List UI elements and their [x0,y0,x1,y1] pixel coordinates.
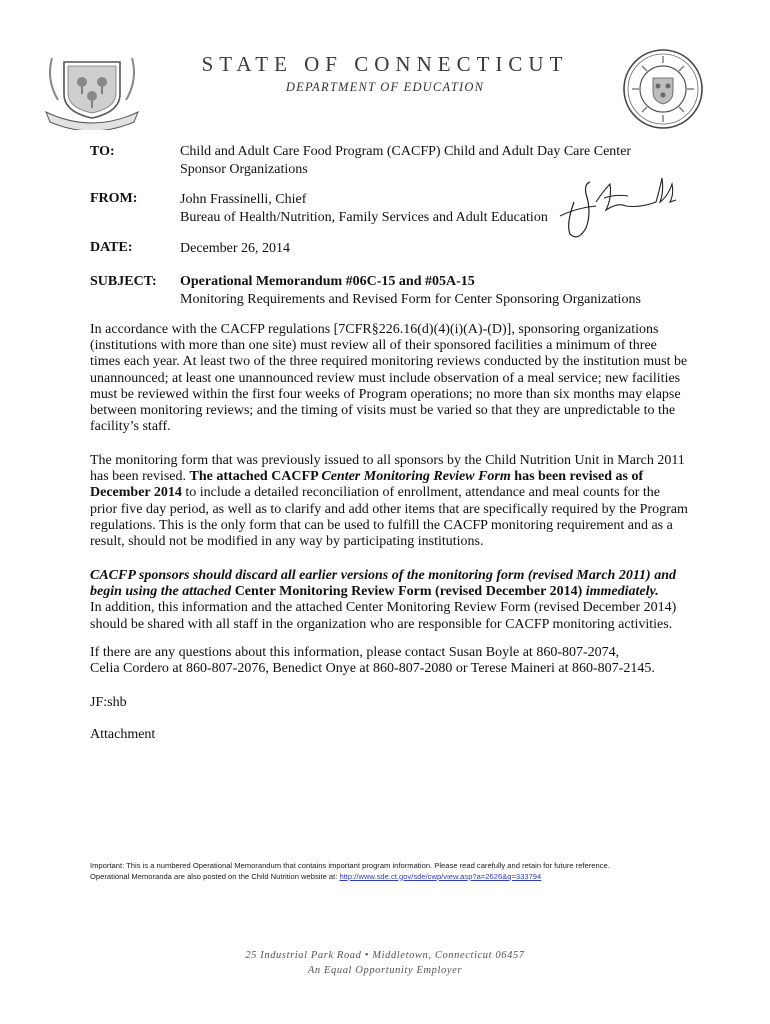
p2-text-d: has been revised as of December 2014 [90,469,644,501]
to-label: TO: [90,144,115,159]
to-line-2: Sponsor Organizations [180,161,308,177]
p2-text-e: to include a detailed reconciliation of enrollment, attendance and meal counts for the prior five day period, as well as to clarify and add other items that are specifically required by the Program regulations. This is the only form that can be used to fulfill the CACFP monitoring requirement and as a result, should not be modified in any way by participating institutions. [90,485,688,550]
subject-line-2: Monitoring Requirements and Revised Form for Center Sponsoring Organizations [180,291,641,307]
p2-text-b: The attached CACFP [189,469,322,485]
footer-address: 25 Industrial Park Road • Middletown, Connecticut 06457 [245,950,525,961]
footer-note-line-2 [90,872,710,883]
child-nutrition-website-link[interactable]: http://www.sde.ct.gov/sde/cwp/view.asp?a=2626&q=333794 [339,871,542,881]
from-label: FROM: [90,191,138,206]
footer-note-line-1: Important: This is a numbered Operational Memorandum that contains important program information. Please read carefully and retain for future reference. [90,861,610,870]
p3-text-a: CACFP sponsors should discard all earlier versions of the monitoring form (revised March 2011) and begin using the attached [90,568,676,600]
from-value [180,191,548,226]
p2-text-a: The monitoring form that was previously issued to all sponsors by the Child Nutrition Unit in March 2011 has been revised. [90,453,685,485]
from-line-2: Bureau of Health/Nutrition, Family Services and Adult Education [180,209,548,225]
paragraph-form-revised [90,453,690,550]
paragraph-discard-earlier [90,568,690,633]
contacts-line-1: If there are any questions about this information, please contact Susan Boyle at 860-807-2074, [90,645,620,660]
footer-employer: An Equal Opportunity Employer [307,965,463,976]
footer-note [90,861,710,882]
paragraph-regulations: In accordance with the CACFP regulations [7CFR§226.16(d)(4)(i)(A)-(D)], sponsoring organizations (institutions with more than one site) must review all of their sponsored facilities a minimum of three times each year. At least two of the three required monitoring reviews conducted by the institution must be unannounced; at least one unannounced review must include observation of a meal service; new facilities must be reviewed within the first four weeks of Program operations; no more than six months may elapse between monitoring reviews; and the timing of visits must be varied so that they are unpredictable to the facility’s staff. [90,322,688,435]
subject-value [180,273,641,308]
p3-text-d: In addition, this information and the attached Center Monitoring Review Form (revised December 2014) should be shared with all staff in the organization who are responsible for CACFP monitoring activities. [90,600,677,632]
p2-text-c: Center Monitoring Review Form [321,469,511,485]
attachment-label: Attachment [90,727,156,742]
subject-label: SUBJECT: [90,274,157,289]
header-state-title: STATE OF CONNECTICUT [201,52,569,76]
date-label: DATE: [90,240,133,255]
signature [556,172,686,244]
paragraph-contacts [90,645,690,677]
p3-text-b: Center Monitoring Review Form (revised December 2014) [234,584,586,600]
p3-text-c: immediately. [585,584,659,600]
from-line-1: John Frassinelli, Chief [180,192,307,207]
header-department: DEPARTMENT OF EDUCATION [285,80,485,94]
board-of-education-seal [622,48,704,130]
date-value: December 26, 2014 [180,241,291,256]
contacts-line-2: Celia Cordero at 860-807-2076, Benedict Onye at 860-807-2080 or Terese Maineri at 860-807-2145. [90,661,655,677]
initials: JF:shb [90,695,127,710]
footer-note-prefix: Operational Memoranda are also posted on the Child Nutrition website at: [90,871,340,881]
to-line-1: Child and Adult Care Food Program (CACFP) Child and Adult Day Care Center [180,144,632,159]
subject-line-1: Operational Memorandum #06C-15 and #05A-15 [180,274,475,289]
